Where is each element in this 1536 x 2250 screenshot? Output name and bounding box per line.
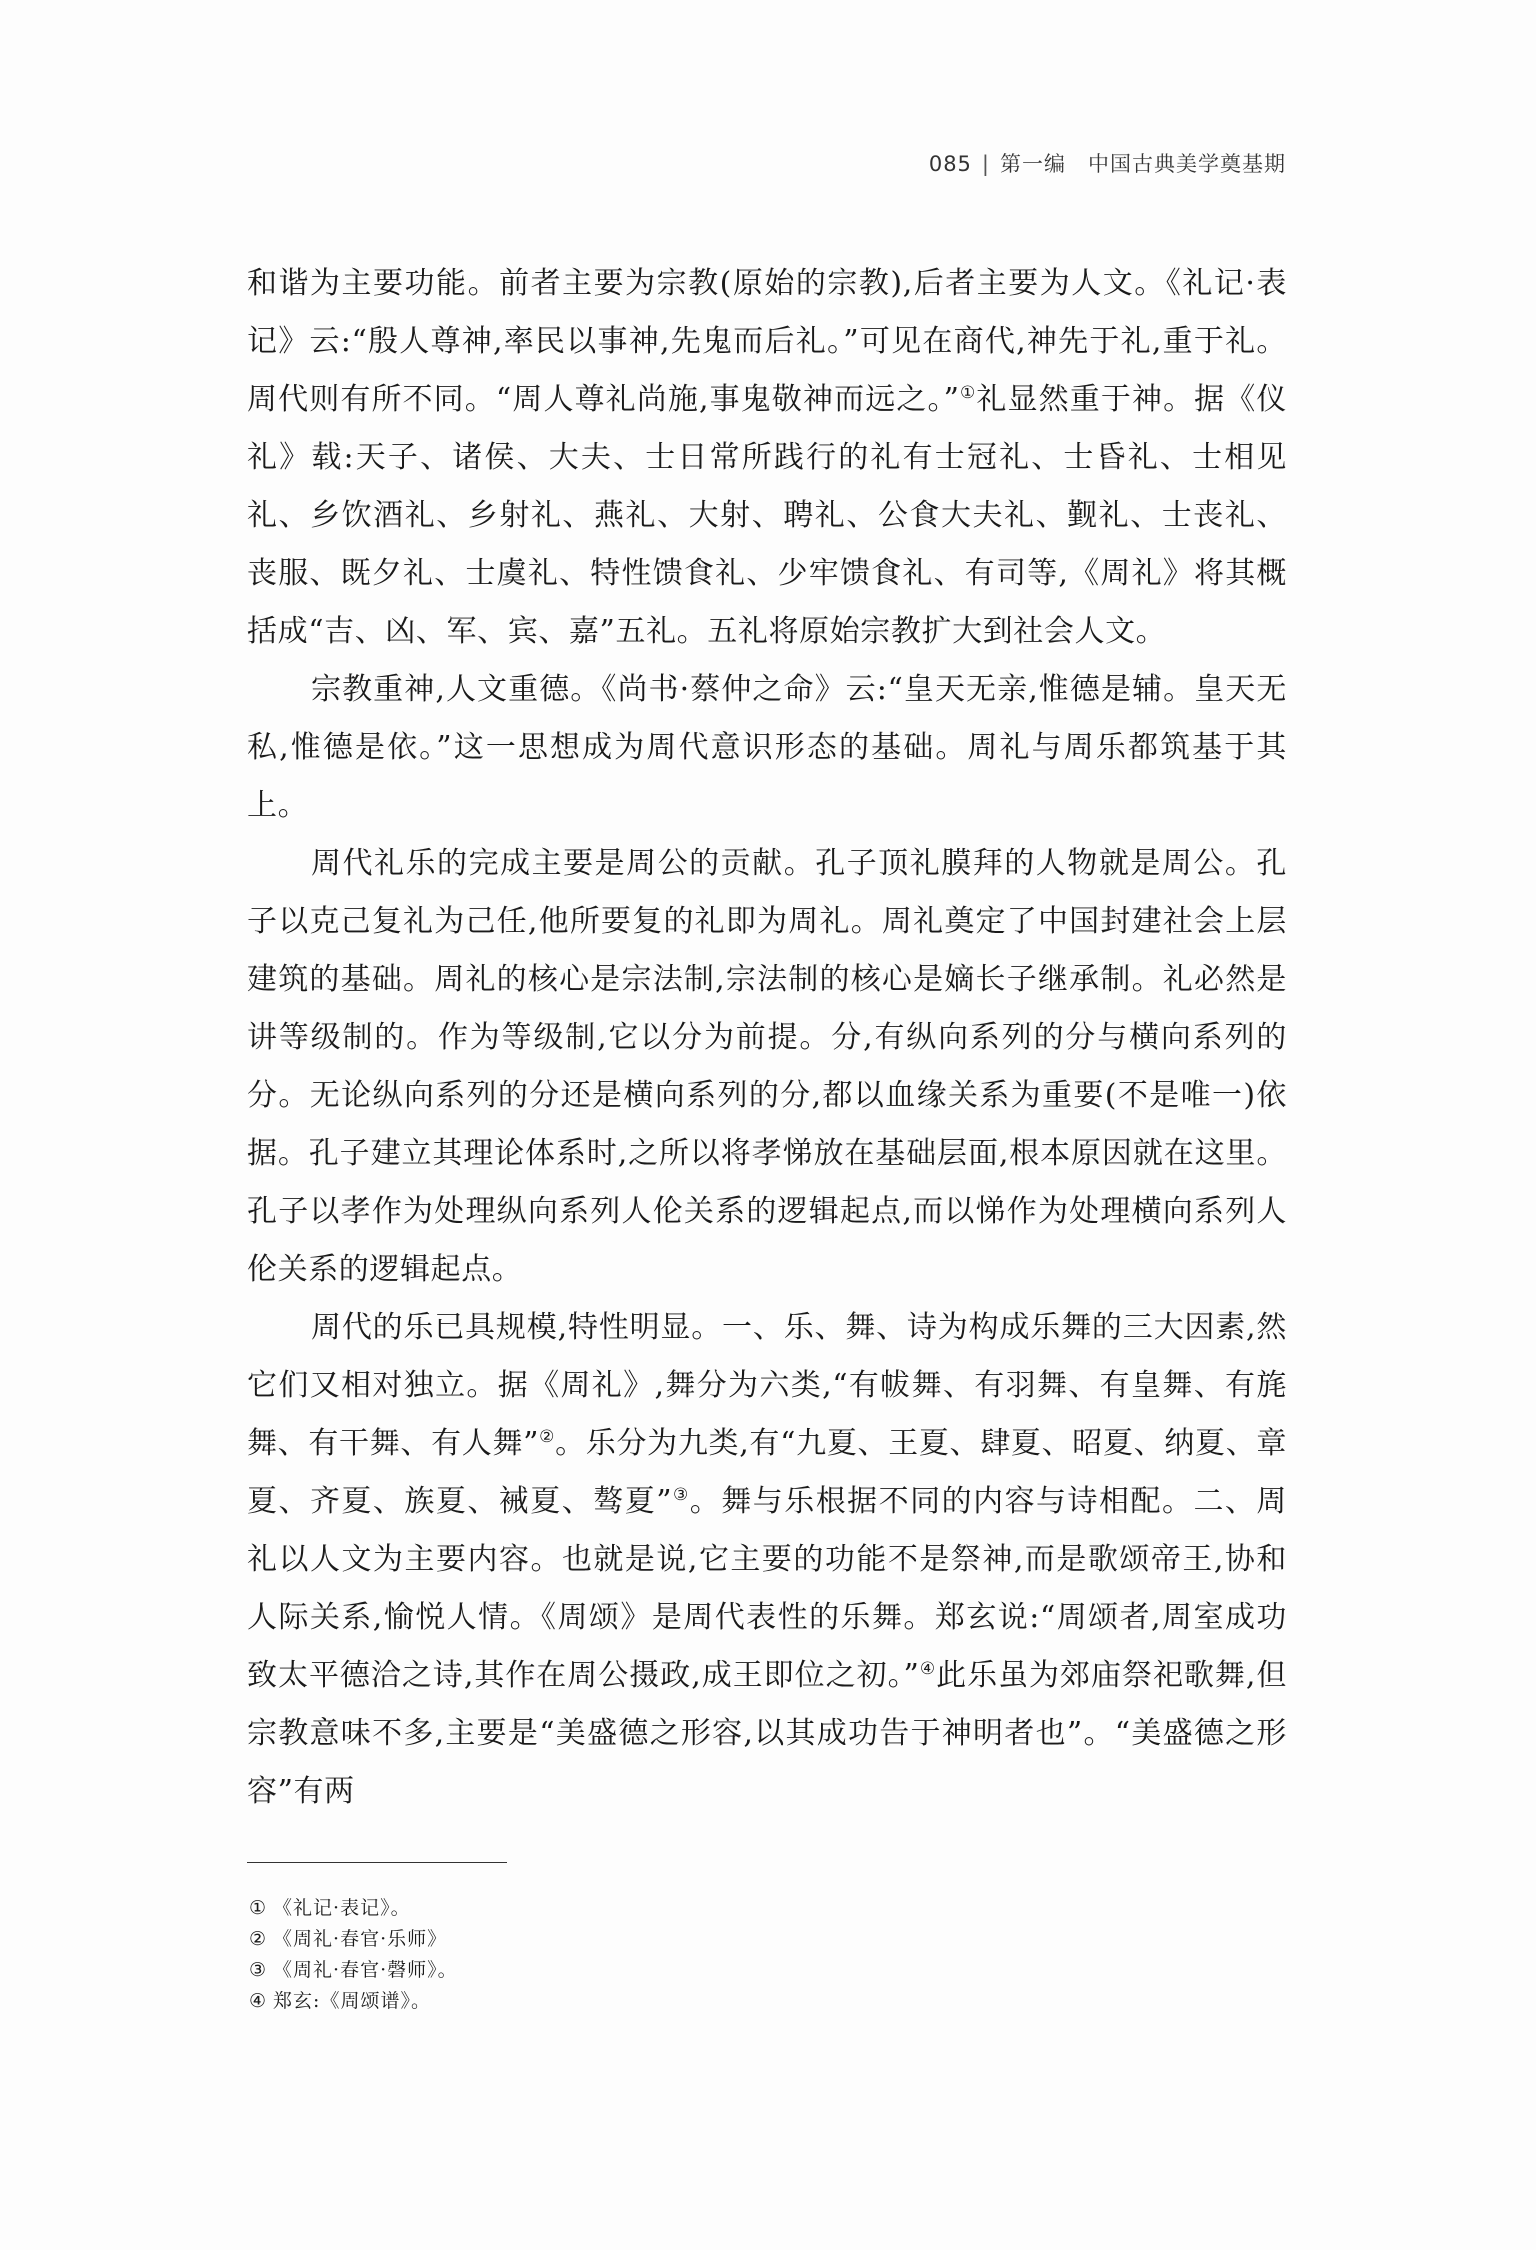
paragraph-text: 。乐分为九类,有“九夏、王夏、肆夏、昭夏、纳夏、章夏、齐夏、族夏、裓夏、骜夏” xyxy=(247,1426,1287,1519)
footnote-ref: ② xyxy=(539,1427,556,1447)
footnotes xyxy=(249,1893,1149,2017)
footnote-ref: ④ xyxy=(919,1659,937,1679)
footnote-mark: ② xyxy=(249,1928,268,1950)
paragraph xyxy=(247,1299,1287,1821)
part-title: 中国古典美学奠基期 xyxy=(1088,152,1286,176)
footnote-2 xyxy=(249,1924,1149,1955)
running-header xyxy=(929,148,1286,178)
paragraph-text: 礼显然重于神。据《仪礼》载:天子、诸侯、大夫、士日常所践行的礼有士冠礼、士昏礼、士相见礼、乡饮酒礼、乡射礼、燕礼、大射、聘礼、公食大夫礼、觐礼、士丧礼、丧服、既夕礼、士虞礼、特性馈食礼、少牢馈食礼、有司等,《周礼》将其概括成“吉、凶、军、宾、嘉”五礼。五礼将原始宗教扩大到社会人文。 xyxy=(247,382,1288,649)
paragraph xyxy=(247,255,1287,661)
footnote-divider xyxy=(247,1862,507,1863)
footnote-3 xyxy=(249,1955,1149,1986)
footnote-text: 《周礼·春官·磬师》。 xyxy=(273,1959,458,1981)
body-text xyxy=(247,255,1287,1821)
paragraph-text: 周代礼乐的完成主要是周公的贡献。孔子顶礼膜拜的人物就是周公。孔子以克己复礼为己任,他所要复的礼即为周礼。周礼奠定了中国封建社会上层建筑的基础。周礼的核心是宗法制,宗法制的核心是嫡长子继承制。礼必然是讲等级制的。作为等级制,它以分为前提。分,有纵向系列的分与横向系列的分。无论纵向系列的分还是横向系列的分,都以血缘关系为重要(不是唯一)依据。孔子建立其理论体系时,之所以将孝悌放在基础层面,根本原因就在这里。孔子以孝作为处理纵向系列人伦关系的逻辑起点,而以悌作为处理横向系列人伦关系的逻辑起点。 xyxy=(247,846,1287,1287)
footnote-4 xyxy=(249,1986,1149,2017)
paragraph-text: 。舞与乐根据不同的内容与诗相配。二、周礼以人文为主要内容。也就是说,它主要的功能不是祭神,而是歌颂帝王,协和人际关系,愉悦人情。《周颂》是周代表性的乐舞。郑玄说:“周颂者,周室成功致太平德洽之诗,其作在周公摄政,成王即位之初。” xyxy=(247,1484,1287,1693)
footnote-mark: ③ xyxy=(249,1959,268,1981)
footnote-mark: ① xyxy=(249,1897,268,1919)
footnote-text: 《礼记·表记》。 xyxy=(273,1897,411,1919)
paragraph-text: 和谐为主要功能。前者主要为宗教(原始的宗教),后者主要为人文。《礼记·表记》云:“殷人尊神,率民以事神,先鬼而后礼。”可见在商代,神先于礼,重于礼。周代则有所不同。“周人尊礼尚施,事鬼敬神而远之。” xyxy=(247,266,1287,417)
footnote-mark: ④ xyxy=(249,1990,268,2012)
footnote-text: 郑玄:《周颂谱》。 xyxy=(273,1990,431,2012)
paragraph xyxy=(247,835,1287,1299)
footnote-text: 《周礼·春官·乐师》 xyxy=(273,1928,448,1950)
part-label: 第一编 xyxy=(1000,152,1066,176)
paragraph-text: 周代的乐已具规模,特性明显。一、乐、舞、诗为构成乐舞的三大因素,然它们又相对独立。据《周礼》,舞分为六类,“有帗舞、有羽舞、有皇舞、有旄舞、有干舞、有人舞” xyxy=(247,1310,1287,1461)
paragraph-text: 此乐虽为郊庙祭祀歌舞,但宗教意味不多,主要是“美盛德之形容,以其成功告于神明者也”。“美盛德之形容”有两 xyxy=(247,1658,1287,1809)
header-separator: | xyxy=(981,152,990,176)
page-number: 085 xyxy=(928,152,972,176)
paragraph xyxy=(247,661,1287,835)
footnote-1 xyxy=(249,1893,1149,1924)
paragraph-text: 宗教重神,人文重德。《尚书·蔡仲之命》云:“皇天无亲,惟德是辅。皇天无私,惟德是依。”这一思想成为周代意识形态的基础。周礼与周乐都筑基于其上。 xyxy=(247,672,1287,823)
footnote-ref: ① xyxy=(959,383,977,403)
footnote-ref: ③ xyxy=(672,1485,690,1505)
